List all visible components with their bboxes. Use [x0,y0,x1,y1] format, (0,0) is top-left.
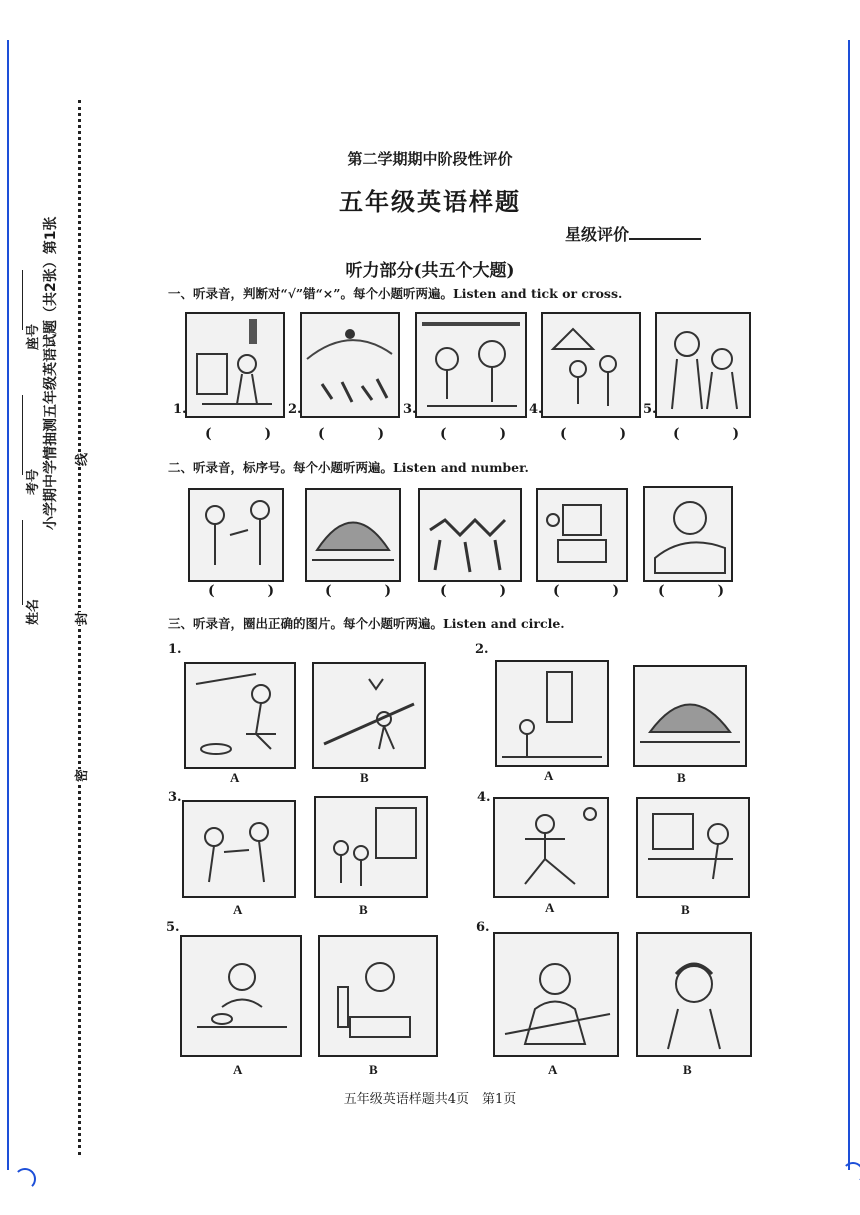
part1-answer-5[interactable]: ( ) [673,426,764,442]
part2-answer-1[interactable]: ( ) [208,583,299,599]
right-corner-curl [842,1162,860,1184]
part1-picture-4 [541,312,641,418]
seal-label: 封 [71,612,90,625]
part3-instruction: 三、听录音，圈出正确的图片。每个小题听两遍。Listen and circle. [168,616,565,631]
part3-q1-label-a: A [230,770,240,785]
star-rating [565,222,701,245]
secret-label: 密 [71,769,90,782]
part2-picture-4 [536,488,628,582]
part3-number-4: 4. [477,790,491,805]
part3-q6-label-a: A [548,1062,558,1077]
part3-q2-label-b: B [677,770,686,785]
part3-q3-label-a: A [233,902,243,917]
part1-answer-4[interactable]: ( ) [560,426,651,442]
exam-subtitle: 第二学期期中阶段性评价 [347,150,513,168]
part3-q1-picture-a[interactable] [184,662,296,769]
listening-section-title: 听力部分(共五个大题) [345,261,515,281]
part1-answer-2[interactable]: ( ) [318,426,409,442]
part1-picture-2 [300,312,400,418]
part3-q6-picture-b[interactable] [636,932,752,1057]
star-rating-blank[interactable] [629,224,701,240]
part3-q5-picture-b[interactable] [318,935,438,1057]
part3-number-2: 2. [475,642,489,657]
star-rating-label: 星级评价 [565,225,630,244]
part1-picture-3 [415,312,527,418]
left-corner-curl [14,1168,36,1190]
part2-picture-2 [305,488,401,582]
part3-q5-label-a: A [233,1062,243,1077]
line-label: 线 [71,453,90,466]
part3-q2-label-a: A [544,768,554,783]
part3-q3-label-b: B [359,902,368,917]
part3-q4-label-a: A [545,900,555,915]
part1-number-2: 2. [288,402,302,417]
part3-q1-picture-b[interactable] [312,662,426,769]
part3-q3-picture-b[interactable] [314,796,428,898]
part1-answer-1[interactable]: ( ) [205,426,296,442]
page-title: 五年级英语样题 [339,187,521,216]
part3-q2-picture-a[interactable] [495,660,609,767]
part3-q1-label-b: B [360,770,369,785]
part3-number-5: 5. [166,920,180,935]
part2-answer-5[interactable]: ( ) [658,583,749,599]
part2-answer-3[interactable]: ( ) [440,583,531,599]
part3-number-3: 3. [168,790,182,805]
part2-picture-3 [418,488,522,582]
part3-q6-picture-a[interactable] [493,932,619,1057]
part1-answer-3[interactable]: ( ) [440,426,531,442]
part1-number-3: 3. [403,402,417,417]
part1-number-1: 1. [173,402,187,417]
exam-no-blank [22,395,23,475]
name-label: 姓名 [26,598,41,625]
part2-picture-5 [643,486,733,582]
part3-q2-picture-b[interactable] [633,665,747,767]
seat-label: 座号 [26,323,41,350]
part2-answer-2[interactable]: ( ) [325,583,416,599]
part1-picture-5 [655,312,751,418]
part1-number-5: 5. [643,402,657,417]
part2-answer-4[interactable]: ( ) [553,583,644,599]
part2-picture-1 [188,488,284,582]
part3-q4-label-b: B [681,902,690,917]
part3-number-1: 1. [168,642,182,657]
part1-picture-1 [185,312,285,418]
part3-q3-picture-a[interactable] [182,800,296,898]
exam-no-label: 考号 [26,468,41,495]
vertical-exam-title: 小学期中学情抽测五年级英语试题（共2张）第1张 [43,216,59,530]
part3-q5-label-b: B [369,1062,378,1077]
part1-number-4: 4. [529,402,543,417]
part3-number-6: 6. [476,920,490,935]
page-footer: 五年级英语样题共4页 第1页 [343,1092,517,1107]
part1-instruction: 一、听录音，判断对“√”错“×”。每个小题听两遍。Listen and tick or cross. [168,286,623,301]
part3-q5-picture-a[interactable] [180,935,302,1057]
part3-q4-picture-a[interactable] [493,797,609,898]
part3-q4-picture-b[interactable] [636,797,750,898]
part3-q6-label-b: B [683,1062,692,1077]
part2-instruction: 二、听录音，标序号。每个小题听两遍。Listen and number. [168,460,529,475]
name-blank [22,520,23,605]
